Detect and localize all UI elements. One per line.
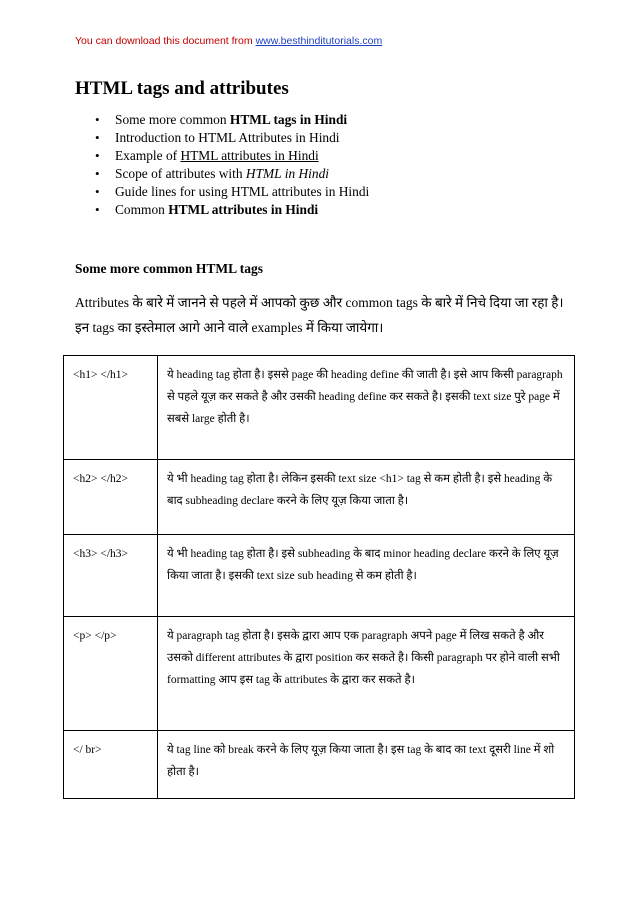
table-row	[64, 460, 575, 535]
tag-cell: </ br>	[64, 731, 158, 799]
table-row	[64, 731, 575, 799]
description-cell: ये heading tag होता है। इससे page की heading define की जाती है। इसे आप किसी paragraph से पहले यूज़ कर सकते है और उसकी heading define कर सकते है। इसकी text size पुरे page में सबसे large होती है।	[158, 356, 575, 460]
tag-cell: <h3> </h3>	[64, 535, 158, 617]
tag-cell: <p> </p>	[64, 617, 158, 731]
toc-item: • Common HTML attributes in Hindi	[95, 201, 369, 219]
page-title: HTML tags and attributes	[75, 78, 289, 99]
table-row	[64, 617, 575, 731]
toc-item: • Introduction to HTML Attributes in Hindi	[95, 129, 369, 147]
description-cell: ये paragraph tag होता है। इसके द्वारा आप एक paragraph अपने page में लिख सकते है और उसको different attributes के द्वारा position कर सकते है। किसी paragraph पर होने वाली सभी formatting आप इस tag के attributes के द्वारा कर सकते है।	[158, 617, 575, 731]
description-cell: ये भी heading tag होता है। इसे subheading के बाद minor heading declare करने के लिए यूज़ किया जाता है। इसकी text size sub heading से कम होती है।	[158, 535, 575, 617]
tags-table	[63, 355, 575, 799]
toc-list	[95, 111, 369, 219]
tag-cell: <h2> </h2>	[64, 460, 158, 535]
description-cell: ये भी heading tag होता है। लेकिन इसकी text size <h1> tag से कम होती है। इसे heading के बाद subheading declare करने के लिए यूज़ किया जाता है।	[158, 460, 575, 535]
table-row	[64, 356, 575, 460]
toc-item: • Guide lines for using HTML attributes in Hindi	[95, 183, 369, 201]
toc-item: • Example of HTML attributes in Hindi	[95, 147, 369, 165]
download-note	[75, 35, 382, 47]
toc-item: • Some more common HTML tags in Hindi	[95, 111, 369, 129]
description-cell: ये tag line को break करने के लिए यूज़ किया जाता है। इस tag के बाद का text दूसरी line में शो होता है।	[158, 731, 575, 799]
section-heading: Some more common HTML tags	[75, 261, 263, 276]
download-note-text: You can download this document from	[75, 35, 256, 47]
section-intro: Attributes के बारे में जानने से पहले में आपको कुछ और common tags के बारे में निचे दिया जा रहा है। इन tags का इस्तेमाल आगे आने वाले examples में किया जायेगा।	[75, 295, 564, 335]
tag-cell: <h1> </h1>	[64, 356, 158, 460]
toc-item: • Scope of attributes with HTML in Hindi	[95, 165, 369, 183]
website-link[interactable]: www.besthinditutorials.com	[255, 35, 383, 47]
table-row	[64, 535, 575, 617]
